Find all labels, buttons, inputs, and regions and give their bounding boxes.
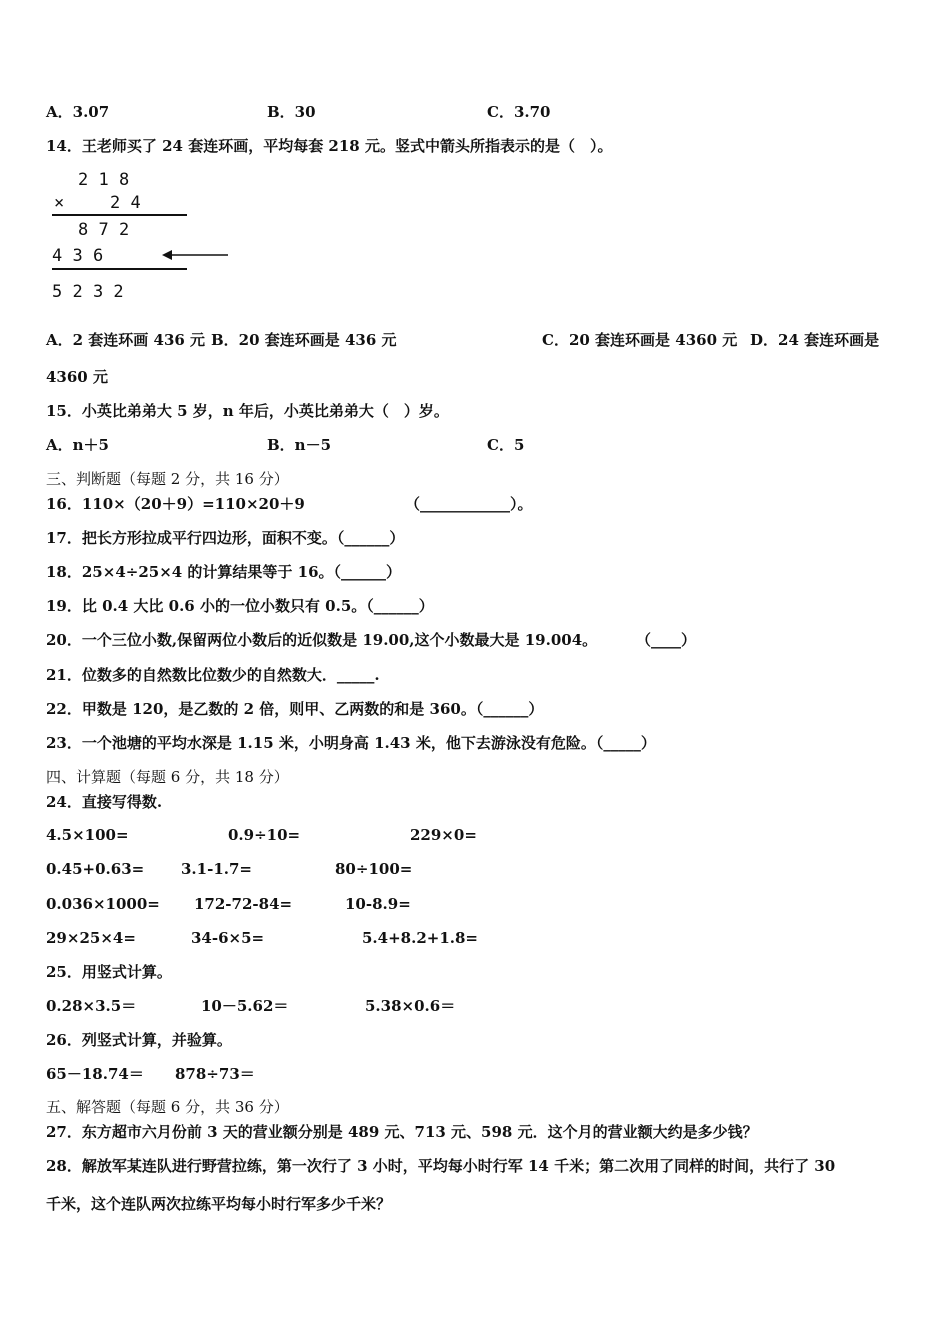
q14-stem: 14．王老师买了 24 套连环画，平均每套 218 元。竖式中箭头所指表示的是（ ）。 <box>46 137 613 155</box>
q24-stem: 24．直接写得数. <box>46 793 163 811</box>
q15-stem: 15．小英比弟弟大 5 岁，n 年后，小英比弟弟大（ ）岁。 <box>46 402 449 420</box>
calc-row-partial-1: 8 7 2 <box>78 220 130 240</box>
q24-item: 0.9÷10= <box>228 826 301 844</box>
q24-item: 34-6×5= <box>191 929 265 947</box>
q13-option-c: C．3.70 <box>487 103 551 121</box>
q26-item: 65－18.74＝ <box>46 1065 144 1083</box>
calc-row-multiplier: 2 4 <box>110 193 141 213</box>
calc-row-multiplicand: 2 1 8 <box>78 170 130 190</box>
calc-row-partial-2: 4 3 6 <box>52 246 104 266</box>
q23: 23．一个池塘的平均水深是 1.15 米，小明身高 1.43 米，他下去游泳没有危险。（_____） <box>46 734 656 752</box>
q24-item: 172-72-84= <box>194 895 293 913</box>
section-4-heading: 四、计算题（每题 6 分，共 18 分） <box>46 768 289 786</box>
q26-stem: 26．列竖式计算，并验算。 <box>46 1031 232 1049</box>
q13-option-b: B．30 <box>267 103 316 121</box>
q26-item: 878÷73＝ <box>175 1065 255 1083</box>
q25-item: 10－5.62＝ <box>201 997 289 1015</box>
section-3-heading: 三、判断题（每题 2 分，共 16 分） <box>46 470 289 488</box>
q20: 20．一个三位小数,保留两位小数后的近似数是 19.00,这个小数最大是 19.004。 <box>46 631 598 649</box>
q24-item: 0.45+0.63= <box>46 860 145 878</box>
q24-item: 5.4+8.2+1.8= <box>362 929 478 947</box>
calc-times-sign: × <box>54 193 65 213</box>
section-5-heading: 五、解答题（每题 6 分，共 36 分） <box>46 1098 289 1116</box>
q25-item: 5.38×0.6＝ <box>365 997 456 1015</box>
q24-item: 10-8.9= <box>345 895 411 913</box>
q14-option-a: A．2 套连环画 436 元 <box>46 331 206 349</box>
q24-item: 4.5×100= <box>46 826 129 844</box>
q24-item: 3.1-1.7= <box>181 860 252 878</box>
calc-row-product: 5 2 3 2 <box>52 282 124 302</box>
calc-rule-2 <box>52 268 187 270</box>
q13-option-a: A．3.07 <box>46 103 110 121</box>
q22: 22．甲数是 120，是乙数的 2 倍，则甲、乙两数的和是 360。（______） <box>46 700 544 718</box>
calc-rule-1 <box>52 214 187 216</box>
q20-answer-blank: （____） <box>636 631 697 649</box>
q16-answer-blank: （____________）。 <box>405 495 533 513</box>
q14-option-d: D．24 套连环画是 <box>750 331 880 349</box>
q17: 17．把长方形拉成平行四边形，面积不变。（______） <box>46 529 405 547</box>
q14-option-c: C．20 套连环画是 4360 元 <box>542 331 738 349</box>
q24-item: 29×25×4= <box>46 929 136 947</box>
q25-stem: 25．用竖式计算。 <box>46 963 172 981</box>
q24-item: 229×0= <box>410 826 477 844</box>
q14-option-b: B．20 套连环画是 436 元 <box>211 331 397 349</box>
q25-item: 0.28×3.5＝ <box>46 997 137 1015</box>
q16: 16．110×（20＋9）=110×20＋9 <box>46 495 305 513</box>
q21: 21．位数多的自然数比位数少的自然数大．_____. <box>46 666 380 684</box>
q15-option-b: B．n－5 <box>267 436 332 454</box>
q15-option-c: C．5 <box>487 436 525 454</box>
q24-item: 80÷100= <box>335 860 413 878</box>
q28-line-2: 千米，这个连队两次拉练平均每小时行军多少千米？ <box>46 1195 392 1213</box>
q15-option-a: A．n＋5 <box>46 436 109 454</box>
q19: 19．比 0.4 大比 0.6 小的一位小数只有 0.5。（______） <box>46 597 434 615</box>
q28-line-1: 28．解放军某连队进行野营拉练，第一次行了 3 小时，平均每小时行军 14 千米；第二次用了同样的时间，共行了 30 <box>46 1157 836 1175</box>
q14-option-d-continued: 4360 元 <box>46 368 108 386</box>
q24-item: 0.036×1000= <box>46 895 160 913</box>
left-arrow-icon <box>160 248 230 262</box>
q27: 27．东方超市六月份前 3 天的营业额分别是 489 元、713 元、598 元．这个月的营业额大约是多少钱？ <box>46 1123 758 1141</box>
q18: 18．25×4÷25×4 的计算结果等于 16。（______） <box>46 563 402 581</box>
